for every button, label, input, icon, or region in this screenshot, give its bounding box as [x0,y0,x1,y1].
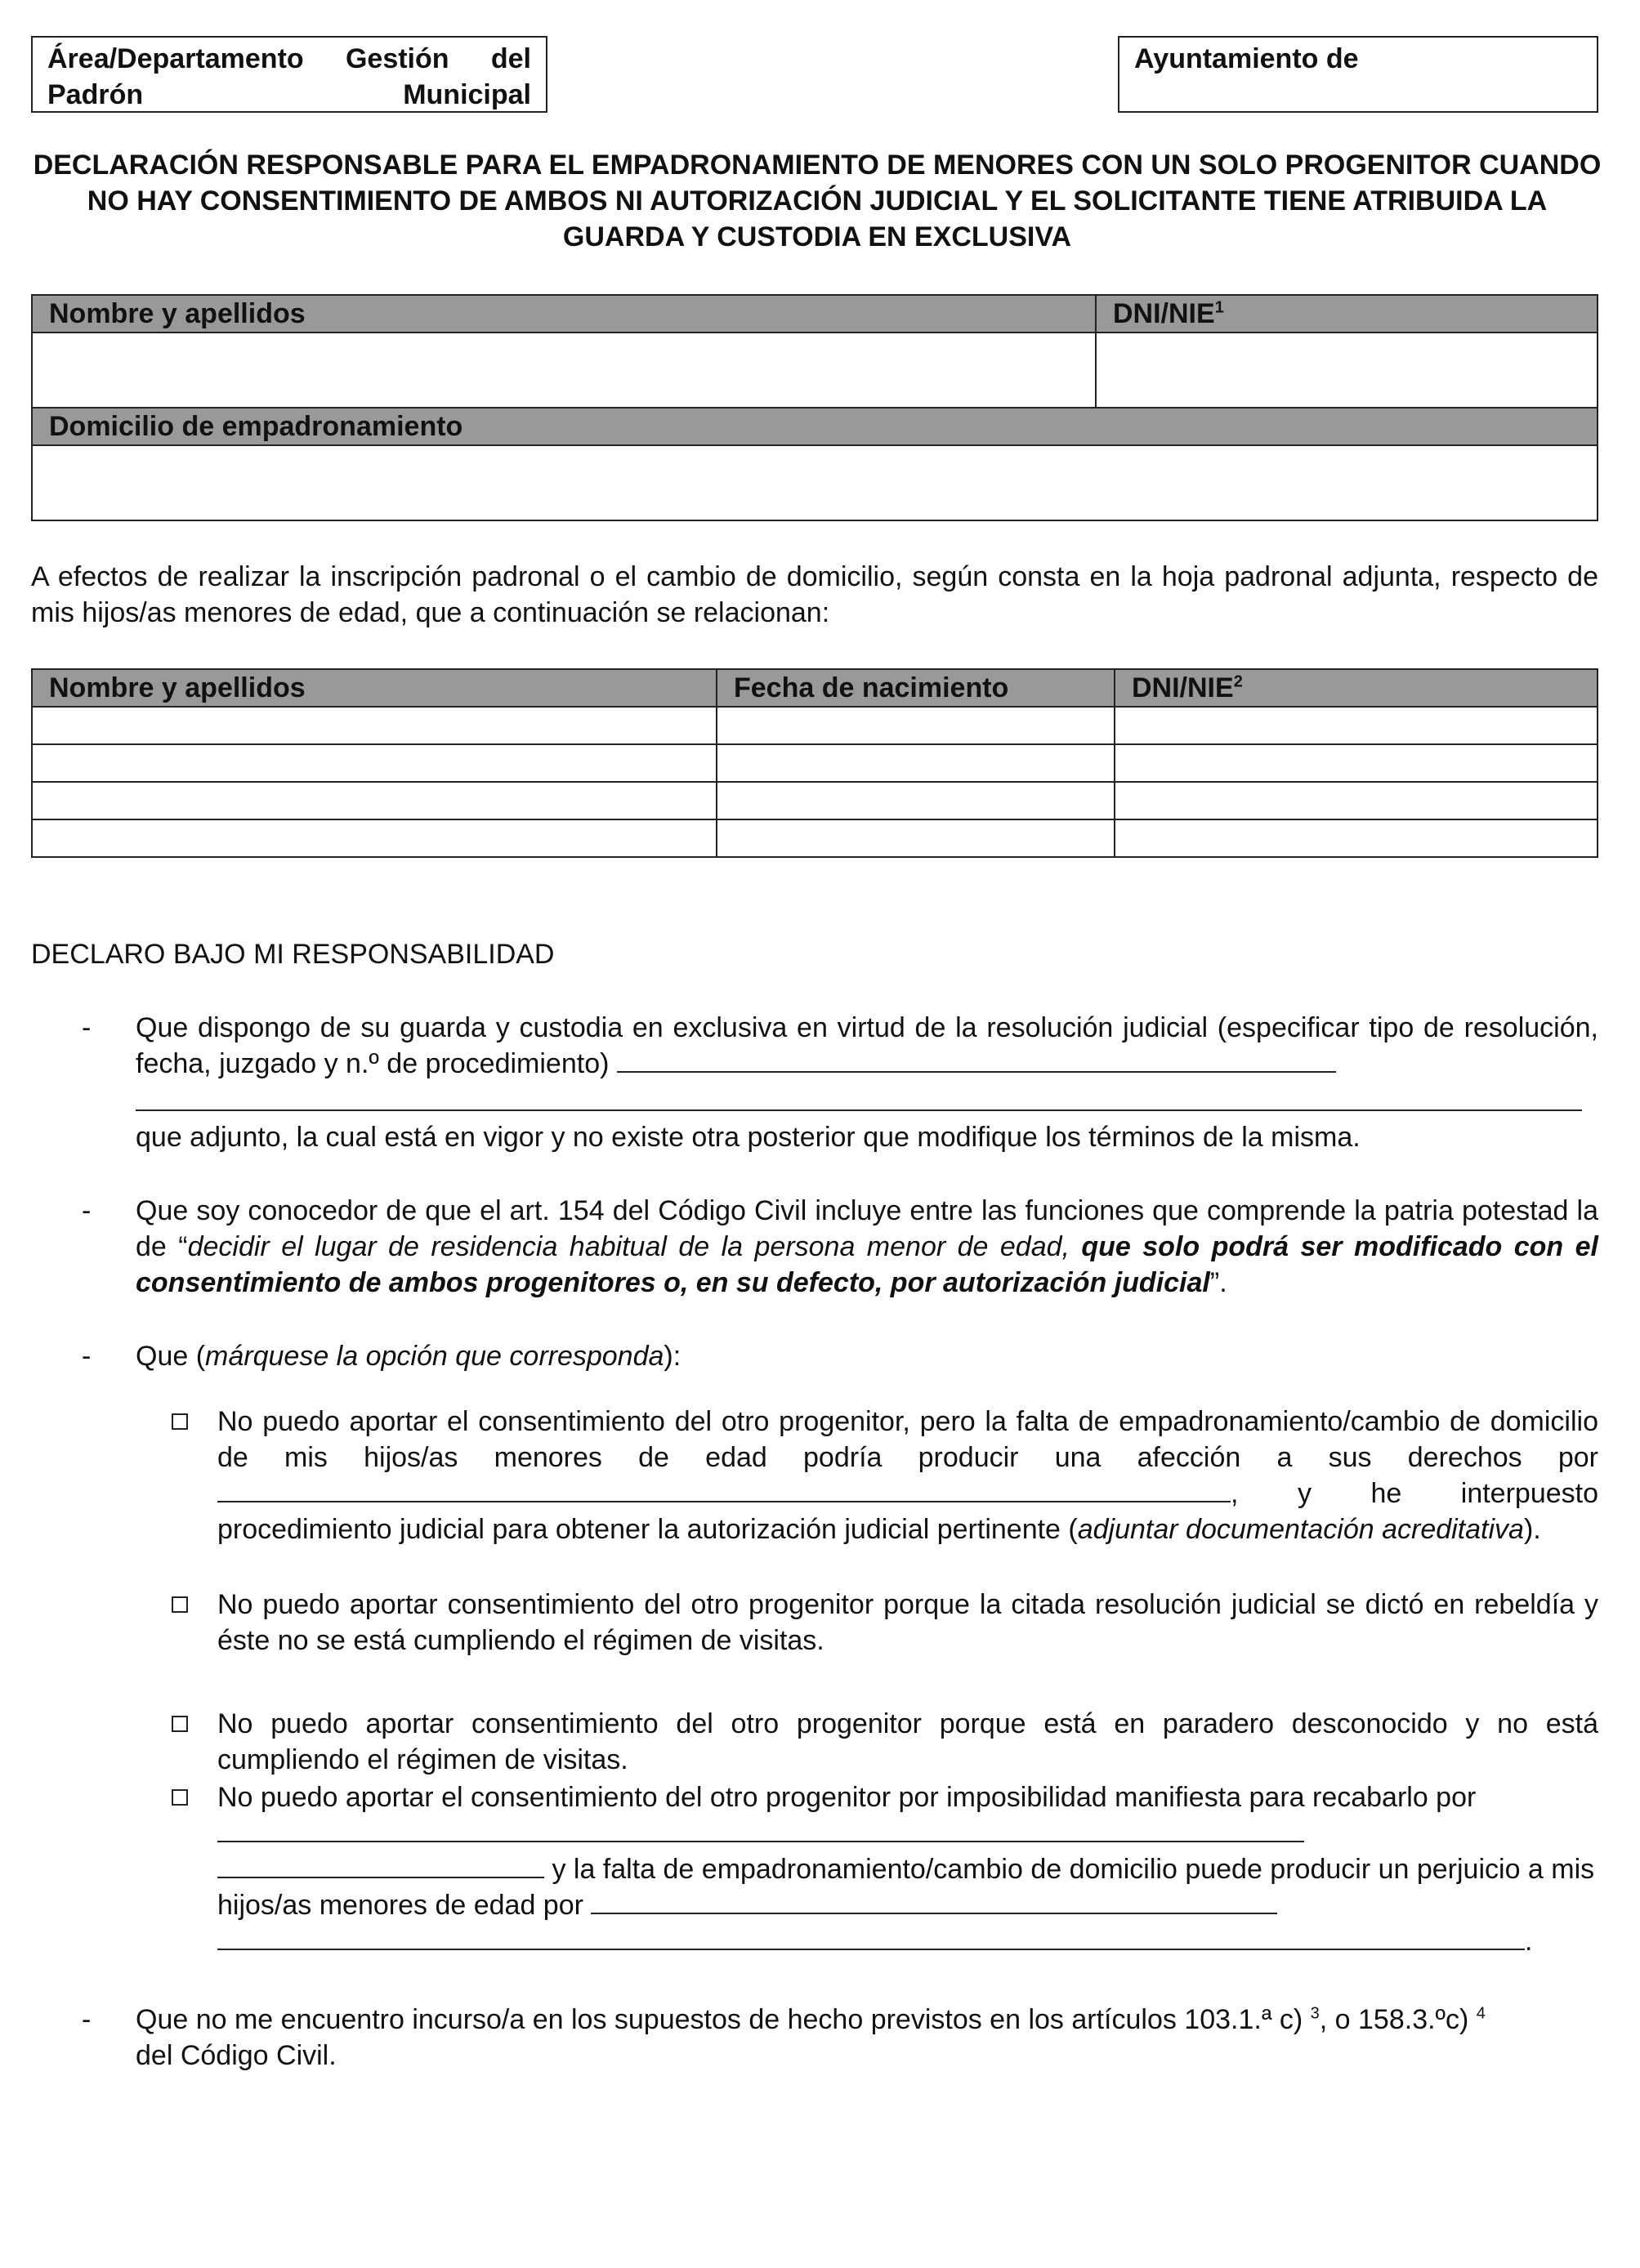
bullet-options-intro: Que (márquese la opción que corresponda): [136,1341,681,1372]
option-4-blank-b[interactable] [217,1852,544,1878]
option-1-blank[interactable] [217,1476,1231,1502]
bullet-art-154: Que soy conocedor de que el art. 154 del Código Civil incluye entre las funciones que comprende la patria potestad la de “decidir el lugar de residencia habitual de la persona menor de edad, que solo podrá ser modificado con el consentimiento de ambos progenitores o, en su defecto, por autorización judicial”. [136,1195,1598,1298]
intro-text: A efectos de realizar la inscripción padronal o el cambio de domicilio, según consta en la hoja padronal adjunta, respecto de mis hijos/as menores de edad, que a continuación se relacionan: [31,561,1598,628]
option-3-text: No puedo aportar consentimiento del otro progenitor porque está en paradero desconocido y no está cumpliendo el régimen de visitas. [217,1708,1598,1775]
footnote-ref: 3 [1310,2004,1320,2023]
table-cell[interactable] [1115,819,1598,857]
ayuntamiento-label: Ayuntamiento de [1134,43,1359,74]
children-name-header: Nombre y apellidos [32,669,717,707]
applicant-table [31,294,1598,521]
table-cell[interactable] [32,744,717,782]
table-cell[interactable] [1115,707,1598,744]
bullet-guarda-custodia-cont: que adjunto, la cual está en vigor y no existe otra posterior que modifique los términos de la misma. [136,1122,1361,1153]
bullet-guarda-custodia: Que dispongo de su guarda y custodia en exclusiva en virtud de la resolución judicial (especificar tipo de resolución, fecha, juzgado y n.º de procedimiento) [136,1012,1598,1079]
table-cell[interactable] [717,819,1115,857]
table-cell[interactable] [32,819,717,857]
table-cell[interactable] [32,782,717,819]
option-4-blank-d[interactable] [217,1924,1525,1950]
table-cell[interactable] [717,782,1115,819]
footnote-ref: 2 [1233,672,1243,691]
bullet-dash: - [82,2004,92,2035]
footnote-ref: 1 [1214,298,1224,317]
applicant-name-header: Nombre y apellidos [32,295,1096,333]
ayuntamiento-box [1118,36,1598,113]
resolution-blank-line[interactable] [136,1109,1582,1111]
option-1-checkbox[interactable] [172,1413,188,1430]
table-cell[interactable] [1115,744,1598,782]
option-2-checkbox[interactable] [172,1596,188,1613]
option-4-checkbox[interactable] [172,1789,188,1806]
bullet-dash: - [82,1195,92,1226]
address-field[interactable] [32,445,1598,520]
bullet-codigo-civil: Que no me encuentro incurso/a en los supuestos de hecho previstos en los artículos 103.1.ª c) $^3$, o 158.3.ºc) $^4$ del Código Civil. [136,2004,1486,2071]
resolution-blank[interactable] [617,1047,1336,1073]
bullet-dash: - [82,1341,92,1372]
bullet-dash: - [82,1012,92,1043]
table-cell[interactable] [32,707,717,744]
applicant-name-field[interactable] [32,333,1096,408]
children-birthdate-header: Fecha de nacimiento [717,669,1115,707]
declaration-heading: DECLARO BAJO MI RESPONSABILIDAD [31,939,555,970]
option-3-checkbox[interactable] [172,1716,188,1732]
department-box [31,36,547,113]
children-table [31,668,1598,858]
applicant-dni-header: DNI/NIE$^1$ [1096,295,1598,333]
option-2-text: No puedo aportar consentimiento del otro progenitor porque la citada resolución judicial se dictó en rebeldía y éste no se está cumpliendo el régimen de visitas. [217,1589,1598,1656]
children-dni-header: DNI/NIE$^2$ [1115,669,1598,707]
option-4-blank-a[interactable] [217,1816,1304,1842]
document-title: DECLARACIÓN RESPONSABLE PARA EL EMPADRONAMIENTO DE MENORES CON UN SOLO PROGENITOR CUANDO NO HAY CONSENTIMIENTO DE AMBOS NI AUTORIZACIÓN JUDICIAL Y EL SOLICITANTE TIENE ATRIBUIDA LA GUARDA Y CUSTODIA EN EXCLUSIVA [33,150,1602,252]
option-1-text: No puedo aportar el consentimiento del otro progenitor, pero la falta de empadronamiento/cambio de domicilio de mis hijos/as menores de edad podría producir una afección a sus derechos por , y he interpuesto procedimiento judicial para obtener la autorización judicial pertinente (adjuntar documentación acreditativa). [217,1406,1598,1545]
table-cell[interactable] [717,707,1115,744]
footnote-ref: 4 [1476,2004,1486,2023]
address-header: Domicilio de empadronamiento [32,408,1598,445]
table-cell[interactable] [1115,782,1598,819]
option-4-blank-c[interactable] [591,1888,1277,1914]
option-4-text: No puedo aportar el consentimiento del otro progenitor por imposibilidad manifiesta para recabarlo por y la falta de empadronamiento/cambio de domicilio puede producir un perjuicio a mis hijos/as menores de edad por . [217,1782,1595,1957]
applicant-dni-field[interactable] [1096,333,1598,408]
department-label: Área/Departamento Gestión del Padrón Municipal [47,43,531,110]
table-cell[interactable] [717,744,1115,782]
